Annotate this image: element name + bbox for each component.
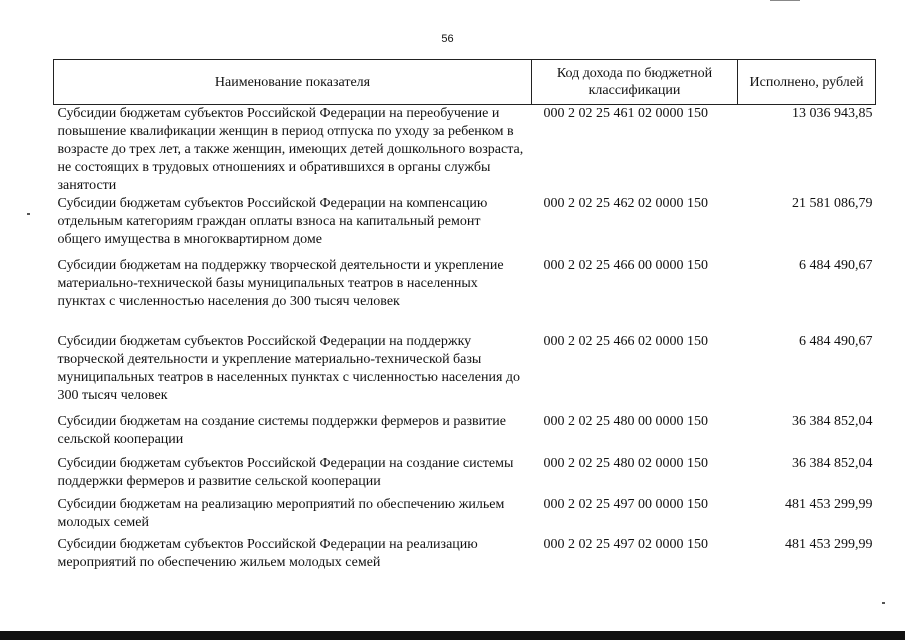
- row-name: Субсидии бюджетам на поддержку творческой деятельности и укрепление материально-технической базы муниципальных театров в населенных пунктах с численностью населения до 300 тысяч человек: [57, 258, 504, 309]
- page-number: 56: [441, 33, 454, 45]
- table-row: [54, 195, 876, 257]
- scan-speck: [882, 602, 885, 604]
- row-amount: 6 484 490,67: [799, 258, 873, 273]
- table-row: [54, 105, 876, 196]
- row-name: Субсидии бюджетам на реализацию мероприятий по обеспечению жильем молодых семей: [57, 497, 505, 530]
- row-name: Субсидии бюджетам субъектов Российской Федерации на поддержку творческой деятельности и укрепление материально-технической базы муниципальных театров в населенных пунктах с численностью населения до 300 тысяч человек: [57, 334, 521, 403]
- scan-speck: [27, 213, 30, 215]
- row-code: 000 2 02 25 466 00 0000 150: [543, 258, 708, 273]
- row-amount: 36 384 852,04: [792, 414, 873, 429]
- row-amount: 6 484 490,67: [799, 334, 873, 349]
- row-amount: 13 036 943,85: [792, 106, 873, 121]
- row-amount: 21 581 086,79: [792, 196, 873, 211]
- column-header-name: Наименование показателя: [54, 60, 532, 105]
- row-amount: 36 384 852,04: [792, 456, 873, 471]
- column-header-code: Код дохода по бюджетной классификации: [532, 60, 738, 105]
- row-name: Субсидии бюджетам субъектов Российской Федерации на реализацию мероприятий по обеспечению жильем молодых семей: [57, 537, 478, 570]
- row-code: 000 2 02 25 461 02 0000 150: [543, 106, 708, 121]
- scan-bottom-edge: [0, 631, 905, 640]
- row-name: Субсидии бюджетам субъектов Российской Федерации на создание системы поддержки фермеров и развитие сельской кооперации: [57, 456, 514, 489]
- row-amount: 481 453 299,99: [785, 537, 873, 552]
- row-name: Субсидии бюджетам на создание системы поддержки фермеров и развитие сельской кооперации: [57, 414, 506, 447]
- row-code: 000 2 02 25 462 02 0000 150: [543, 196, 708, 211]
- row-code: 000 2 02 25 466 02 0000 150: [543, 334, 708, 349]
- scan-mark: [770, 0, 800, 1]
- row-code: 000 2 02 25 497 02 0000 150: [543, 537, 708, 552]
- table-row: [54, 455, 876, 496]
- table-row: [54, 536, 876, 576]
- row-name: Субсидии бюджетам субъектов Российской Федерации на переобучение и повышение квалификации женщин в период отпуска по уходу за ребенком в возрасте до трех лет, а также женщин, имеющих детей дошкольного возраста, не состоящих в трудовых отношениях и обратившихся в органы службы занятости: [57, 106, 524, 193]
- row-code: 000 2 02 25 480 00 0000 150: [543, 414, 708, 429]
- table-row: [54, 413, 876, 455]
- table-row: [54, 496, 876, 536]
- table-header-row: [54, 60, 876, 105]
- budget-income-table: [53, 59, 876, 576]
- table-row: [54, 333, 876, 413]
- table-row: [54, 257, 876, 333]
- row-code: 000 2 02 25 497 00 0000 150: [543, 497, 708, 512]
- column-header-amount: Исполнено, рублей: [738, 60, 876, 105]
- row-amount: 481 453 299,99: [785, 497, 873, 512]
- row-name: Субсидии бюджетам субъектов Российской Федерации на компенсацию отдельным категориям граждан оплаты взноса на капитальный ремонт общего имущества в многоквартирном доме: [57, 196, 488, 247]
- row-code: 000 2 02 25 480 02 0000 150: [543, 456, 708, 471]
